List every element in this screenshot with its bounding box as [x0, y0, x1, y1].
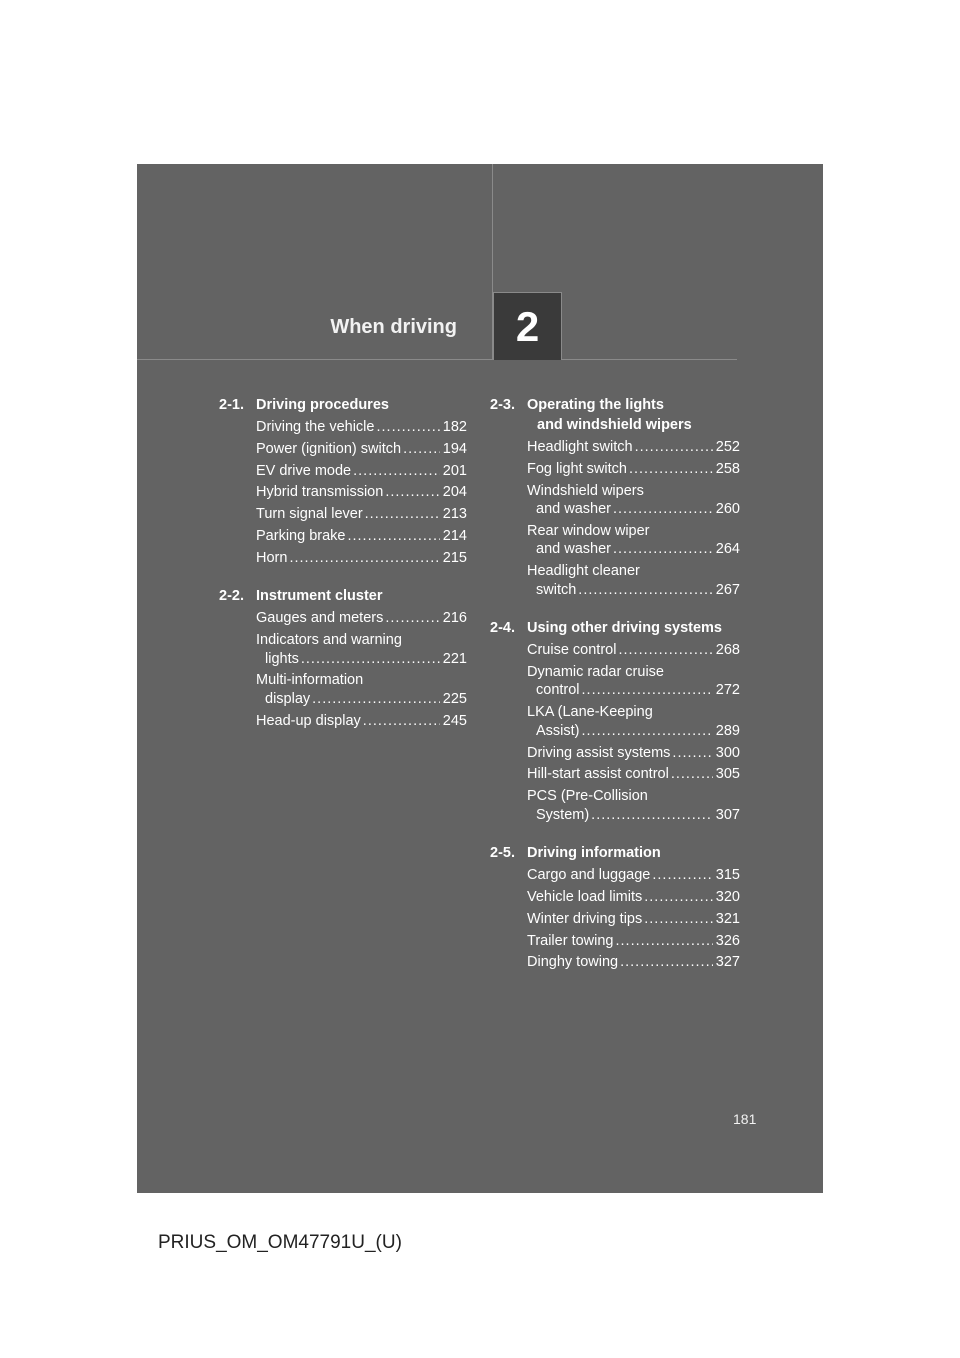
- toc-section: [490, 843, 740, 972]
- toc-entry-page: 221: [442, 650, 467, 667]
- toc-section-number: 2-4.: [490, 620, 515, 637]
- toc-entry[interactable]: [490, 663, 740, 700]
- toc-entry-title: Driving the vehicle: [256, 419, 375, 435]
- toc-entry-title: Turn signal lever: [256, 506, 363, 523]
- toc-dot-leader: [578, 581, 713, 600]
- toc-entry-page: 216: [442, 610, 467, 627]
- toc-entry-page: 215: [442, 549, 467, 566]
- toc-entry-title: Power (ignition) switch: [256, 440, 402, 457]
- chapter-title: When driving: [330, 316, 457, 338]
- toc-dot-leader: [312, 690, 440, 709]
- toc-entry-page: 321: [715, 910, 740, 927]
- toc-entry[interactable]: [490, 932, 740, 951]
- toc-entry[interactable]: [219, 549, 467, 568]
- toc-entry-title: Assist): [536, 722, 580, 739]
- toc-entry-page: 327: [715, 954, 740, 971]
- toc-dot-leader: [385, 483, 439, 502]
- toc-dot-leader: [376, 418, 439, 437]
- toc-entry-page: 300: [715, 744, 740, 761]
- toc-dot-leader: [652, 866, 712, 885]
- toc-entry-title: Head-up display: [256, 712, 361, 729]
- toc-dot-leader: [347, 527, 439, 546]
- toc-entry-page: 305: [715, 766, 740, 783]
- toc-entry-page: 272: [715, 682, 740, 699]
- toc-entry[interactable]: [219, 505, 467, 524]
- chapter-number-tab: 2: [493, 292, 562, 360]
- header-horizontal-rule: [137, 359, 737, 360]
- toc-section-title: Operating the lights: [527, 397, 664, 413]
- toc-entry-page: 252: [715, 439, 740, 455]
- toc-entry-title: Cargo and luggage: [527, 867, 651, 884]
- toc-dot-leader: [635, 438, 713, 457]
- toc-entry-title: lights: [265, 650, 299, 667]
- toc-entry[interactable]: [219, 462, 467, 481]
- toc-section-heading[interactable]: [219, 395, 467, 415]
- toc-section-title-line2: and windshield wipers: [537, 417, 692, 433]
- toc-dot-leader: [582, 681, 713, 700]
- toc-section-heading[interactable]: [490, 395, 740, 435]
- toc-entry[interactable]: [490, 562, 740, 599]
- toc-section-heading[interactable]: [490, 618, 740, 638]
- toc-entry-title: and washer: [536, 541, 611, 558]
- toc-entry[interactable]: [490, 744, 740, 763]
- toc-entry-title-line1: Windshield wipers: [527, 482, 644, 499]
- toc-entry[interactable]: [490, 703, 740, 740]
- toc-entry[interactable]: [490, 438, 740, 457]
- toc-entry[interactable]: [490, 482, 740, 519]
- toc-entry-title: Cruise control: [527, 642, 617, 659]
- toc-dot-leader: [672, 744, 712, 763]
- toc-dot-leader: [620, 953, 713, 972]
- toc-entry-page: 289: [715, 722, 740, 739]
- toc-entry[interactable]: [219, 609, 467, 628]
- toc-section: [490, 618, 740, 824]
- toc-entry[interactable]: [490, 787, 740, 824]
- toc-section-title: Driving procedures: [256, 397, 389, 413]
- toc-dot-leader: [613, 500, 713, 519]
- toc-section-heading[interactable]: [219, 586, 467, 606]
- toc-dot-leader: [629, 460, 713, 479]
- toc-entry-page: 245: [442, 712, 467, 729]
- toc-entry-title: and washer: [536, 501, 611, 518]
- toc-entry[interactable]: [490, 522, 740, 559]
- toc-entry-title: Driving assist systems: [527, 744, 671, 761]
- toc-dot-leader: [301, 650, 440, 669]
- toc-dot-leader: [403, 440, 440, 459]
- toc-section: [219, 395, 467, 567]
- toc-section-title: Driving information: [527, 845, 661, 862]
- toc-entry-title: System): [536, 806, 590, 823]
- toc-entry-page: 267: [715, 581, 740, 598]
- toc-entry-title: Hybrid transmission: [256, 484, 384, 501]
- toc-entry[interactable]: [490, 953, 740, 972]
- toc-entry[interactable]: [490, 888, 740, 907]
- toc-entry-page: 258: [715, 460, 740, 477]
- toc-column-right: [490, 395, 740, 991]
- toc-entry[interactable]: [219, 712, 467, 731]
- toc-entry-page: 326: [715, 932, 740, 949]
- toc-dot-leader: [644, 888, 713, 907]
- toc-entry-page: 268: [715, 642, 740, 659]
- toc-entry-page: 264: [715, 541, 740, 558]
- toc-dot-leader: [591, 806, 713, 825]
- toc-entry-title: Vehicle load limits: [527, 888, 643, 905]
- toc-entry-page: 225: [442, 690, 467, 707]
- toc-entry-page: 214: [442, 527, 467, 544]
- toc-entry-title-line1: Headlight cleaner: [527, 563, 640, 580]
- toc-entry-title-line1: Rear window wiper: [527, 522, 650, 539]
- page-number: 181: [733, 1111, 757, 1127]
- toc-entry-title: Headlight switch: [527, 439, 633, 455]
- toc-entry-title: Gauges and meters: [256, 610, 384, 627]
- toc-entry-title: Horn: [256, 549, 288, 566]
- toc-entry[interactable]: [490, 765, 740, 784]
- toc-dot-leader: [671, 765, 713, 784]
- toc-entry-page: 204: [442, 484, 467, 501]
- toc-entry-title-line1: Dynamic radar cruise: [527, 663, 664, 680]
- manual-page: [137, 164, 823, 1193]
- toc-entry-title-line1: Multi-information: [256, 672, 364, 689]
- toc-entry-page: 315: [715, 867, 740, 884]
- toc-section: [219, 586, 467, 730]
- toc-entry-title: EV drive mode: [256, 462, 352, 479]
- toc-entry-page: 320: [715, 888, 740, 905]
- toc-dot-leader: [616, 932, 713, 951]
- toc-entry-page: 307: [715, 806, 740, 823]
- toc-entry-title: Fog light switch: [527, 460, 627, 477]
- toc-dot-leader: [289, 549, 439, 568]
- toc-entry-title: Hill-start assist control: [527, 766, 669, 783]
- toc-section-number: 2-5.: [490, 845, 515, 862]
- document-footer-id: PRIUS_OM_OM47791U_(U): [158, 1232, 402, 1253]
- toc-entry-title: Winter driving tips: [527, 910, 643, 927]
- toc-entry-page: 182: [442, 419, 467, 435]
- toc-entry-title: Dinghy towing: [527, 954, 619, 971]
- toc-dot-leader: [644, 910, 713, 929]
- toc-entry[interactable]: [219, 418, 467, 437]
- toc-entry-page: 260: [715, 501, 740, 518]
- toc-dot-leader: [365, 505, 440, 524]
- toc-entry-title: Trailer towing: [527, 932, 614, 949]
- toc-entry[interactable]: [490, 641, 740, 660]
- toc-dot-leader: [353, 462, 440, 481]
- toc-section-title: Using other driving systems: [527, 620, 722, 637]
- toc-section-heading[interactable]: [490, 843, 740, 863]
- toc-entry-title-line1: PCS (Pre-Collision: [527, 788, 648, 805]
- toc-section-number: 2-2.: [219, 588, 244, 605]
- toc-entry-title-line1: LKA (Lane-Keeping: [527, 704, 653, 721]
- toc-dot-leader: [613, 540, 713, 559]
- toc-entry[interactable]: [219, 671, 467, 708]
- toc-entry-title: Parking brake: [256, 527, 346, 544]
- toc-entry[interactable]: [490, 910, 740, 929]
- toc-section-number: 2-1.: [219, 397, 244, 413]
- toc-entry-title: display: [265, 690, 311, 707]
- toc-entry[interactable]: [219, 631, 467, 668]
- toc-dot-leader: [385, 609, 439, 628]
- toc-dot-leader: [582, 722, 713, 741]
- toc-dot-leader: [363, 712, 440, 731]
- toc-entry[interactable]: [490, 866, 740, 885]
- toc-entry[interactable]: [219, 440, 467, 459]
- toc-column-left: [219, 395, 467, 749]
- toc-entry-page: 201: [442, 462, 467, 479]
- toc-entry-title: switch: [536, 581, 577, 598]
- toc-entry-page: 194: [442, 440, 467, 457]
- toc-entry-title: control: [536, 682, 580, 699]
- toc-entry[interactable]: [490, 460, 740, 479]
- toc-entry-title-line1: Indicators and warning: [256, 632, 402, 649]
- toc-dot-leader: [618, 641, 712, 660]
- toc-section-number: 2-3.: [490, 397, 515, 413]
- toc-section: [490, 395, 740, 599]
- toc-section-title: Instrument cluster: [256, 588, 383, 605]
- toc-entry[interactable]: [219, 483, 467, 502]
- toc-entry-page: 213: [442, 506, 467, 523]
- toc-entry[interactable]: [219, 527, 467, 546]
